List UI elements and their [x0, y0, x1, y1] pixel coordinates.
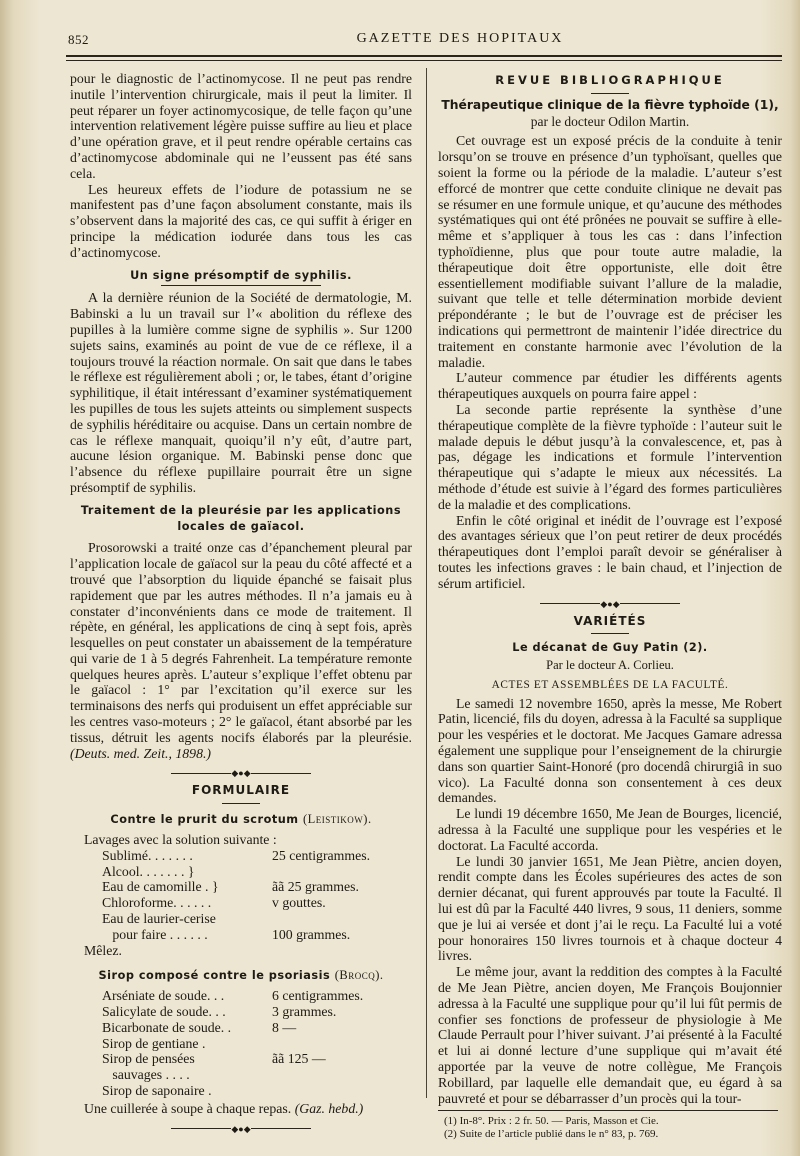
paragraph-bourges: Le lundi 19 décembre 1650, Me Jean de Bourges, licencié, adressa à la Faculté une supplique pour les vespéries et le doctorat. La Faculté accorda.: [438, 806, 782, 853]
prurit-mix: Mêlez.: [84, 942, 122, 958]
right-column: [438, 71, 782, 1141]
prescription-row: Arséniate de soude. . . 6 centigrammes.: [102, 988, 364, 1004]
prescription-row: Eau de camomille . } ãã 25 grammes.: [102, 879, 359, 895]
paragraph-actinomycose: pour le diagnostic de l’actinomycose. Il ne peut pas rendre inutile l’intervention chirurgicale, mais il peut la limiter. Il peut réparer un foyer actinomycosique, de telle façon qu’une intervention relativement légère puisse suffire au lieu et place d’une opération grave, et il peut rendre opérable certains cas d’actinomycose abdominale qui ne l’eussent pas été sans cela.: [70, 71, 412, 181]
heading-decanat: Le décanat de Guy Patin (2).: [512, 641, 708, 655]
paragraph-1650: Le samedi 12 novembre 1650, après la messe, Me Robert Patin, licencié, fils du doyen, adressa à la Faculté sa supplique pour les vespéries et le doctorat. Me Jacques Gamare adressa également une supplique pour l’enseignement de la chirurgie dans son quartier Saint-Honoré (pro docendâ chirurgiâ in suo vico). La Faculté donna son consentement à ces deux demandes.: [438, 695, 782, 806]
heading-formulaire: FORMULAIRE: [191, 783, 291, 798]
heading-prurit: [70, 812, 412, 828]
book-author: par le docteur Odilon Martin.: [530, 113, 690, 129]
footnote-1: (1) In-8°. Prix : 2 fr. 50. — Paris, Masson et Cie.: [444, 1115, 659, 1128]
footnote-2: (2) Suite de l’article publié dans le n° 83, p. 769.: [444, 1128, 659, 1141]
paragraph-intro: Cet ouvrage est un exposé précis de la conduite à tenir lorsqu’on se trouve en présence d’un typhoïsant, quelles que soient la forme ou la période de la maladie. L’auteur s’est efforcé de montrer que cette conduite clinique ne devait pas se résumer en une formule unique, et qu’aucune des méthodes systématiques qui ont été prônées ne pouvait se suffire à elle-même et s’appliquer à tous les cas : dans l’infection typhoïdienne, plus que pour toute autre maladie, la thérapeutique doit être opportuniste, elle doit être essentiellement modifiable suivant l’allure de la maladie, suivant que telle et telle détermination morbide devient prépondérante ; le but de l’ouvrage est de préciser les indications qui permettront de maintenir l’idée directrice du traitement en constante harmonie avec l’évolution de la maladie.: [438, 133, 782, 370]
heading-varietes: VARIÉTÉS: [573, 613, 647, 628]
paragraph-iodure: Les heureux effets de l’iodure de potassium ne se manifestent pas d’une façon absolument constante, mais ils s’observent dans la majorité des cas, ce qui suffit à ériger en principe la médication iodurée dans tous les cas d’actinomycose.: [70, 181, 412, 260]
paragraph-pietre: Le lundi 30 janvier 1651, Me Jean Piètre, ancien doyen, rendit compte dans les Écoles supérieures des actes de son dernier décanat, qui furent approuvés par toute la Faculté. Il lui est dû par la Faculté 440 livres, 9 sous, 11 deniers, somme que je lui ai versée et dont j’ai le reçu. La Faculté lui a voté pour honoraires 150 livres tournois et à chaque docteur 4 livres.: [438, 853, 782, 964]
prescription-row: Chloroforme. . . . . . v gouttes.: [102, 895, 326, 911]
prescription-row: Salicylate de soude. . . 3 grammes.: [102, 1004, 337, 1020]
heading-underline: [161, 285, 321, 286]
prescription-row: sauvages . . . .: [102, 1067, 190, 1083]
page-number: 852: [68, 32, 89, 47]
psoriasis-title: Sirop composé contre le psoriasis: [98, 969, 331, 983]
heading-underline: [591, 93, 629, 94]
prescription-row: Bicarbonate de soude. . 8 —: [102, 1019, 297, 1035]
psoriasis-source: (Gaz. hebd.): [294, 1100, 364, 1116]
heading-underline: [591, 633, 629, 634]
prescription-row: Sublimé. . . . . . . 25 centigrammes.: [102, 847, 371, 863]
section-separator: ◆●◆: [438, 598, 782, 608]
section-separator: ◆●◆: [70, 1123, 412, 1133]
header-rule-thin: [66, 60, 782, 61]
heading-pleuresie-line2: locales de gaïacol.: [177, 519, 305, 533]
prescription-row: Sirop de gentiane .: [102, 1035, 206, 1051]
prurit-intro: Lavages avec la solution suivante :: [84, 832, 277, 848]
prurit-title: Contre le prurit du scrotum: [110, 813, 299, 827]
prescription-row: Sirop de saponaire .: [102, 1083, 212, 1099]
heading-syphilis: Un signe présomptif de syphilis.: [130, 268, 352, 282]
prescription-row: Sirop de pensées ãã 125 —: [102, 1051, 326, 1067]
paragraph-synthese: La seconde partie représente la synthèse d’une thérapeutique complète de la fièvre typhoïde : l’auteur suit le malade depuis le début jusqu’à la convalescence, et, pas à pas, dégage les indications et formule l’intervention thérapeutique qui s’adapte le mieux aux nécessités. La méthode d’étude est suivie à l’égard des formes particulières de la maladie et des complications.: [438, 401, 782, 512]
paragraph-boujonnier: Le même jour, avant la reddition des comptes à la Faculté de Me Jean Piètre, ancien doyen, Me François Boujonnier adressa à la Faculté une supplique pour qu’il lui fût permis de confier ses fonctions de professeur de physiologie à Me Claude Perrault pour l’hiver suivant. J’ai présenté à la Faculté et lui ai donné lecture d’une supplique qui m’avait été apportée par la veuve de notre collègue, Me François Robillard, par laquelle elle demandait que, eu égard à sa pauvreté et pour se débarrasser d’un procès qui la tour-: [438, 964, 782, 1106]
heading-underline: [222, 803, 260, 804]
book-title: Thérapeutique clinique de la fièvre typhoïde (1),: [441, 97, 779, 112]
heading-psoriasis: [70, 968, 412, 984]
paragraph-agents: L’auteur commence par étudier les différents agents thérapeutiques auxquels on pourra faire appel :: [438, 370, 782, 402]
decanat-author: Par le docteur A. Corlieu.: [546, 658, 674, 673]
paragraph-enfin: Enfin le côté original et inédit de l’ouvrage est l’exposé des avantages sérieux que l’on peut retirer de deux procédés thérapeutiques dont l’emploi paraît devoir se généraliser à toutes les infections graves : le bain chaud, et l’injection de sérum artificiel.: [438, 512, 782, 591]
heading-pleuresie: Traitement de la pleurésie par les applications: [80, 503, 402, 517]
psoriasis-author: (Brocq).: [334, 968, 384, 983]
paragraph-pleuresie: [70, 540, 412, 761]
prescription-row: Alcool. . . . . . . }: [102, 863, 195, 879]
journal-title: GAZETTE DES HOPITAUX: [356, 31, 564, 46]
section-separator: ◆●◆: [70, 767, 412, 777]
heading-actes: ACTES ET ASSEMBLÉES DE LA FACULTÉ.: [491, 678, 729, 691]
prescription-row: pour faire . . . . . . 100 grammes.: [102, 926, 351, 942]
pleuresie-text: Prosorowski a traité onze cas d’épanchement pleural par l’application locale de gaïacol sur la peau du côté affecté et a trouvé que l’absorption du liquide épanché se faisait plus rapidement que par les autres méthodes. Il n’a jamais eu à constater d’inconvénients dans ce mode de traitement. Il répète, en général, les applications de cinq à sept fois, après lesquelles on peut constater un abaissement de la température qui varie de 1 à 5 degrés Fahrenheit. La température remonte quelques heures après. L’auteur s’explique l’effet obtenu par le gaïacol : 1° par l’excitation qu’il exerce sur les terminaisons des nerfs qui produisent un effet appréciable sur les centres vaso-moteurs ; 2° le gaïacol, étant absorbé par les tissus, détruit les agents nocifs élaborés par la pleurésie.: [70, 540, 412, 745]
left-column: [70, 71, 412, 1139]
header-rule: [66, 55, 782, 57]
pleuresie-source: (Deuts. med. Zeit., 1898.): [70, 745, 212, 761]
prurit-author: (Leistikow).: [303, 812, 372, 827]
prescription-row: Eau de laurier-cerise: [102, 911, 216, 927]
column-divider: [426, 68, 427, 1098]
prurit-prescription: [102, 848, 412, 943]
paragraph-syphilis: A la dernière réunion de la Société de dermatologie, M. Babinski a lu un travail sur l’« abolition du réflexe des pupilles à la lumière comme signe de syphilis ». Sur 1200 sujets sains, examinés au point de vue de ce réflexe, il a toujours trouvé la réaction normale. On sait que dans le tabes le réflexe est régulièrement aboli ; or, le tabes, étant d’origine syphilitique, il était intéressant d’examiner systématiquement les pupilles de tous les sujets atteints ou simplement suspects de syphilis héréditaire ou acquise. Dans un certain nombre de cas le réflexe manquait, quoiqu’il n’y eût, d’autre part, aucune lésion organique. M. Babinski pense donc que l’absence du réflexe pupillaire pourrait être un signe présomptif de syphilis.: [70, 290, 412, 495]
psoriasis-prescription: [102, 988, 412, 1099]
footnote-rule: [438, 1110, 778, 1111]
psoriasis-dose: Une cuillerée à soupe à chaque repas. (Gaz. hebd.): [84, 1100, 364, 1116]
heading-revue-bibliographique: REVUE BIBLIOGRAPHIQUE: [495, 73, 725, 87]
